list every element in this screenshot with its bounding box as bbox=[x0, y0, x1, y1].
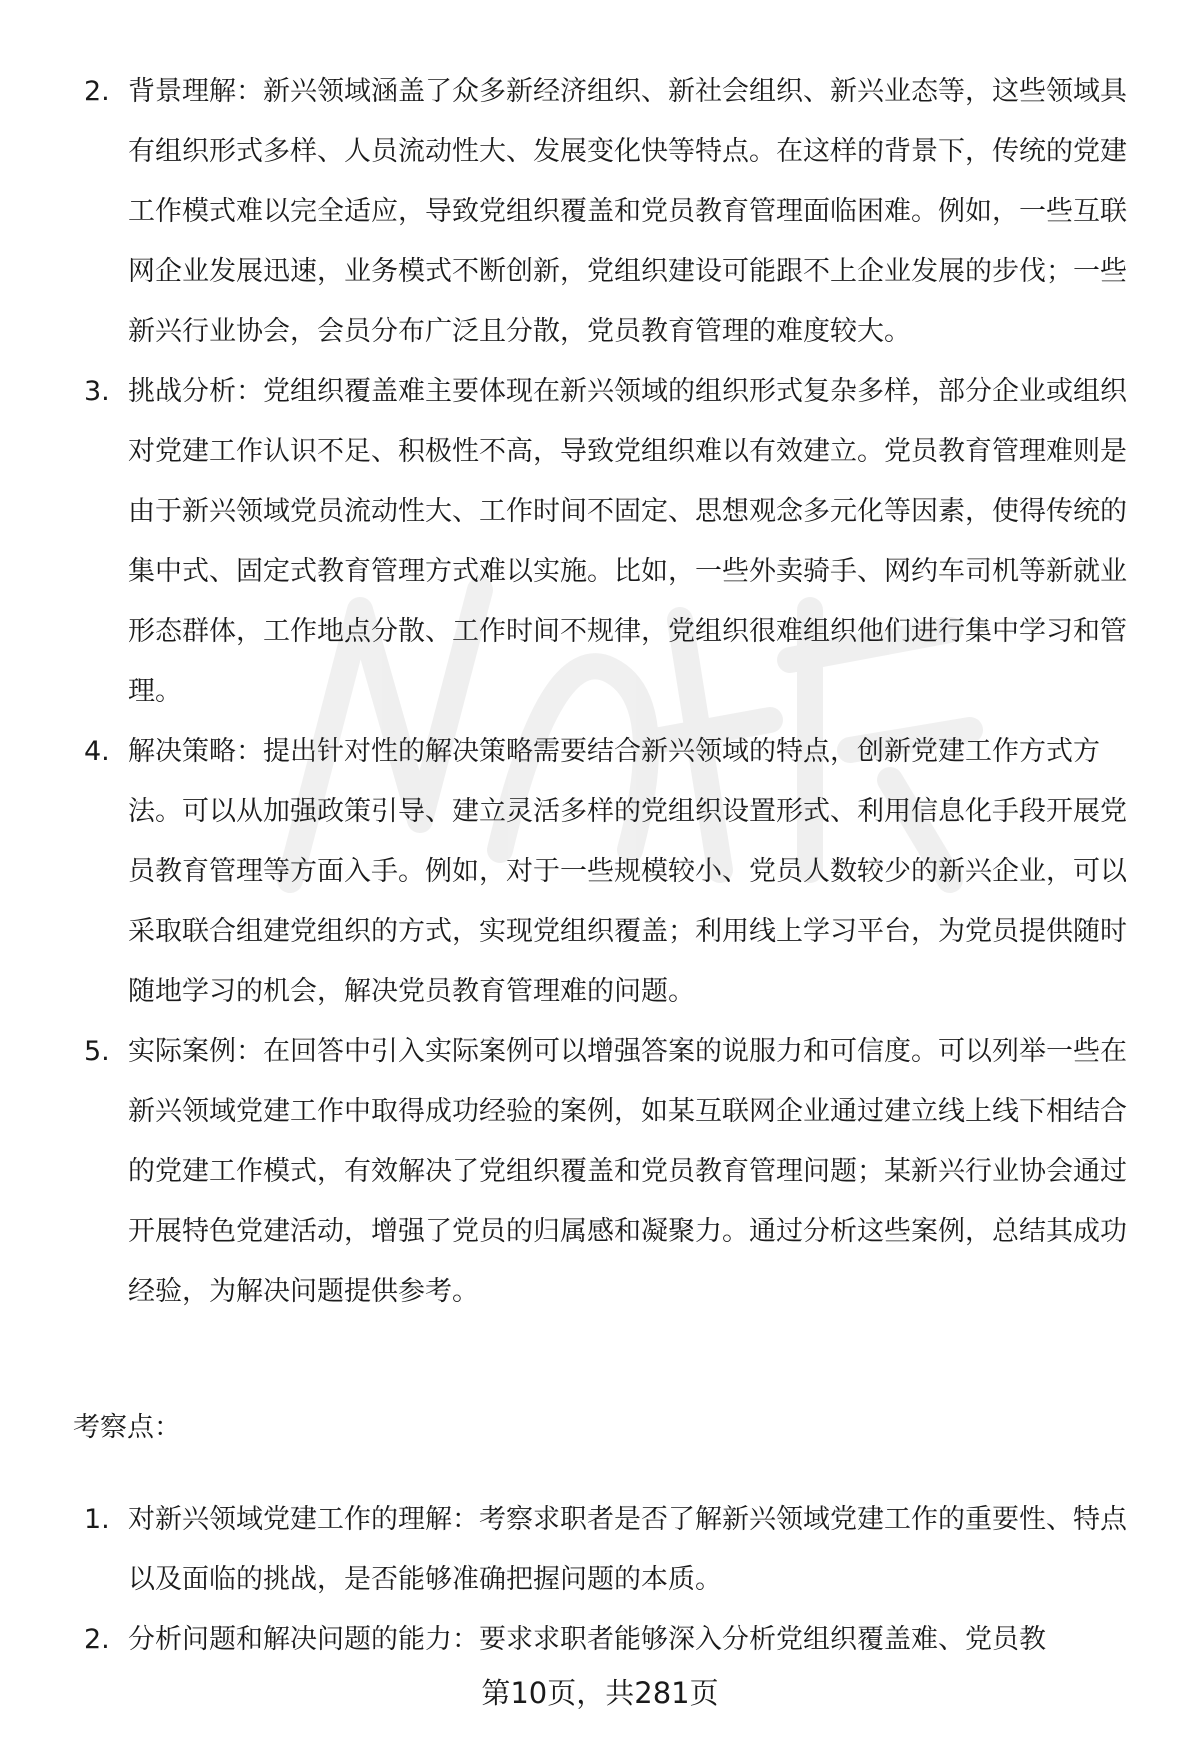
list-item-5 bbox=[0, 1022, 1138, 1322]
numbered-list-bottom bbox=[0, 1490, 1138, 1670]
item-number: 1. bbox=[84, 1504, 110, 1535]
page-footer: 第10页，共281页 bbox=[481, 1676, 719, 1710]
item-title: 挑战分析： bbox=[128, 376, 263, 407]
item-number: 5. bbox=[84, 1036, 110, 1067]
item-title: 分析问题和解决问题的能力： bbox=[128, 1624, 479, 1655]
item-text: 在回答中引入实际案例可以增强答案的说服力和可信度。可以列举一些在新兴领域党建工作中取得成功经验的案例，如某互联网企业通过建立线上线下相结合的党建工作模式，有效解决了党组织覆盖和党员教育管理问题；某新兴行业协会通过开展特色党建活动，增强了党员的归属感和凝聚力。通过分析这些案例，总结其成功经验，为解决问题提供参考。 bbox=[128, 1036, 1127, 1307]
numbered-list-top bbox=[0, 62, 1138, 1322]
item-title: 解决策略： bbox=[128, 736, 263, 767]
item-number: 2. bbox=[84, 76, 110, 107]
list-item-1 bbox=[0, 1490, 1138, 1610]
item-title: 实际案例： bbox=[128, 1036, 263, 1067]
item-text: 要求求职者能够深入分析党组织覆盖难、党员教 bbox=[479, 1624, 1046, 1655]
list-item-3 bbox=[0, 362, 1138, 722]
item-number: 2. bbox=[84, 1624, 110, 1655]
item-number: 4. bbox=[84, 736, 110, 767]
item-text: 提出针对性的解决策略需要结合新兴领域的特点，创新党建工作方式方法。可以从加强政策引导、建立灵活多样的党组织设置形式、利用信息化手段开展党员教育管理等方面入手。例如，对于一些规模较小、党员人数较少的新兴企业，可以采取联合组建党组织的方式，实现党组织覆盖；利用线上学习平台，为党员提供随时随地学习的机会，解决党员教育管理难的问题。 bbox=[128, 736, 1127, 1007]
section-heading: 考察点： bbox=[73, 1412, 181, 1443]
list-item-2-bottom bbox=[0, 1610, 1138, 1670]
item-text: 新兴领域涵盖了众多新经济组织、新社会组织、新兴业态等，这些领域具有组织形式多样、人员流动性大、发展变化快等特点。在这样的背景下，传统的党建工作模式难以完全适应，导致党组织覆盖和党员教育管理面临困难。例如，一些互联网企业发展迅速，业务模式不断创新，党组织建设可能跟不上企业发展的步伐；一些新兴行业协会，会员分布广泛且分散，党员教育管理的难度较大。 bbox=[128, 76, 1127, 347]
item-title: 背景理解： bbox=[128, 76, 263, 107]
item-text: 考察求职者是否了解新兴领域党建工作的重要性、特点以及面临的挑战，是否能够准确把握问题的本质。 bbox=[128, 1504, 1127, 1595]
item-number: 3. bbox=[84, 376, 110, 407]
list-item-4 bbox=[0, 722, 1138, 1022]
item-title: 对新兴领域党建工作的理解： bbox=[128, 1504, 479, 1535]
item-text: 党组织覆盖难主要体现在新兴领域的组织形式复杂多样，部分企业或组织对党建工作认识不足、积极性不高，导致党组织难以有效建立。党员教育管理难则是由于新兴领域党员流动性大、工作时间不固定、思想观念多元化等因素，使得传统的集中式、固定式教育管理方式难以实施。比如，一些外卖骑手、网约车司机等新就业形态群体，工作地点分散、工作时间不规律，党组织很难组织他们进行集中学习和管理。 bbox=[128, 376, 1127, 707]
list-item-2 bbox=[0, 62, 1138, 362]
